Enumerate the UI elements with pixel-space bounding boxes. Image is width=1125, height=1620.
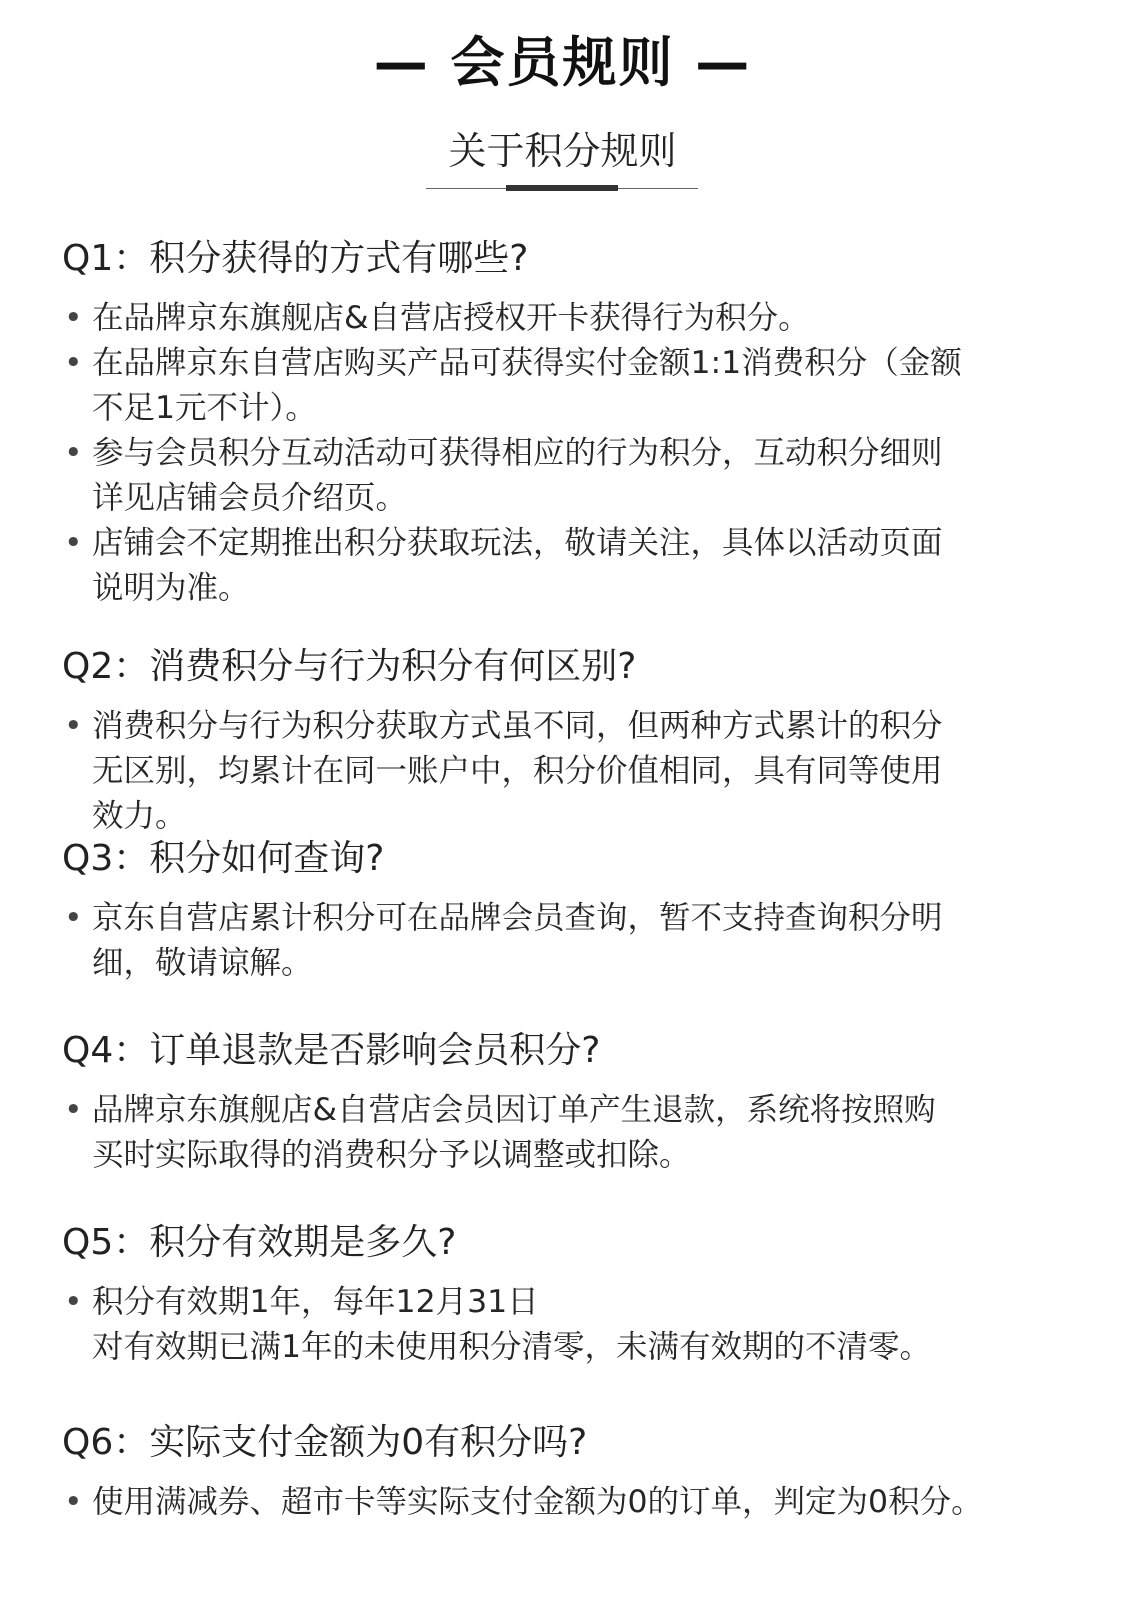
answer-line: • 积分有效期1年，每年12月31日 xyxy=(92,1284,539,1320)
answer-line: • 消费积分与行为积分获取方式虽不同，但两种方式累计的积分 xyxy=(92,708,943,744)
answer-line: • 在品牌京东旗舰店&自营店授权开卡获得行为积分。 xyxy=(92,300,810,336)
faq-section-q6 xyxy=(62,1420,1072,1525)
answer-line: 说明为准。 xyxy=(92,570,250,606)
question-title: Q1：积分获得的方式有哪些? xyxy=(62,238,529,279)
answer-line: 不足1元不计）。 xyxy=(92,390,317,426)
answer-line: • 使用满减券、超市卡等实际支付金额为0的订单，判定为0积分。 xyxy=(92,1484,983,1520)
answer-line: 细，敬请谅解。 xyxy=(92,945,313,981)
answer-line: • 京东自营店累计积分可在品牌会员查询，暂不支持查询积分明 xyxy=(92,900,943,936)
answer-line: 买时实际取得的消费积分予以调整或扣除。 xyxy=(92,1137,691,1173)
answer-line: 对有效期已满1年的未使用积分清零，未满有效期的不清零。 xyxy=(92,1329,932,1365)
answer-line: • 在品牌京东自营店购买产品可获得实付金额1:1消费积分（金额 xyxy=(92,345,962,381)
answer-bullet xyxy=(62,896,1072,986)
faq-section-q2 xyxy=(62,644,1072,839)
answer-bullet xyxy=(62,521,1072,611)
section-subtitle: 关于积分规则 xyxy=(448,129,677,173)
question-title: Q3：积分如何查询? xyxy=(62,838,385,879)
faq-section-q4 xyxy=(62,1028,1072,1178)
answer-line: • 店铺会不定期推出积分获取玩法，敬请关注，具体以活动页面 xyxy=(92,525,943,561)
answer-bullet xyxy=(62,296,1072,341)
answer-bullet xyxy=(62,1480,1072,1525)
answer-line: • 参与会员积分互动活动可获得相应的行为积分，互动积分细则 xyxy=(92,435,943,471)
subtitle-underline-accent xyxy=(506,185,618,191)
faq-section-q5 xyxy=(62,1220,1072,1370)
page-title: — 会员规则 — xyxy=(373,31,752,94)
answer-line: 无区别，均累计在同一账户中，积分价值相同，具有同等使用 xyxy=(92,753,943,789)
question-title: Q2：消费积分与行为积分有何区别? xyxy=(62,646,637,687)
answer-line: • 品牌京东旗舰店&自营店会员因订单产生退款，系统将按照购 xyxy=(92,1092,936,1128)
answer-bullet xyxy=(62,704,1072,839)
question-title: Q5：积分有效期是多久? xyxy=(62,1222,457,1263)
answer-bullet xyxy=(62,431,1072,521)
answer-bullet xyxy=(62,1280,1072,1370)
answer-line: 详见店铺会员介绍页。 xyxy=(92,480,408,516)
answer-line: 效力。 xyxy=(92,798,187,834)
faq-section-q1 xyxy=(62,236,1072,611)
question-title: Q6：实际支付金额为0有积分吗? xyxy=(62,1422,588,1463)
answer-bullet xyxy=(62,1088,1072,1178)
question-title: Q4：订单退款是否影响会员积分? xyxy=(62,1030,601,1071)
answer-bullet xyxy=(62,341,1072,431)
faq-section-q3 xyxy=(62,836,1072,986)
